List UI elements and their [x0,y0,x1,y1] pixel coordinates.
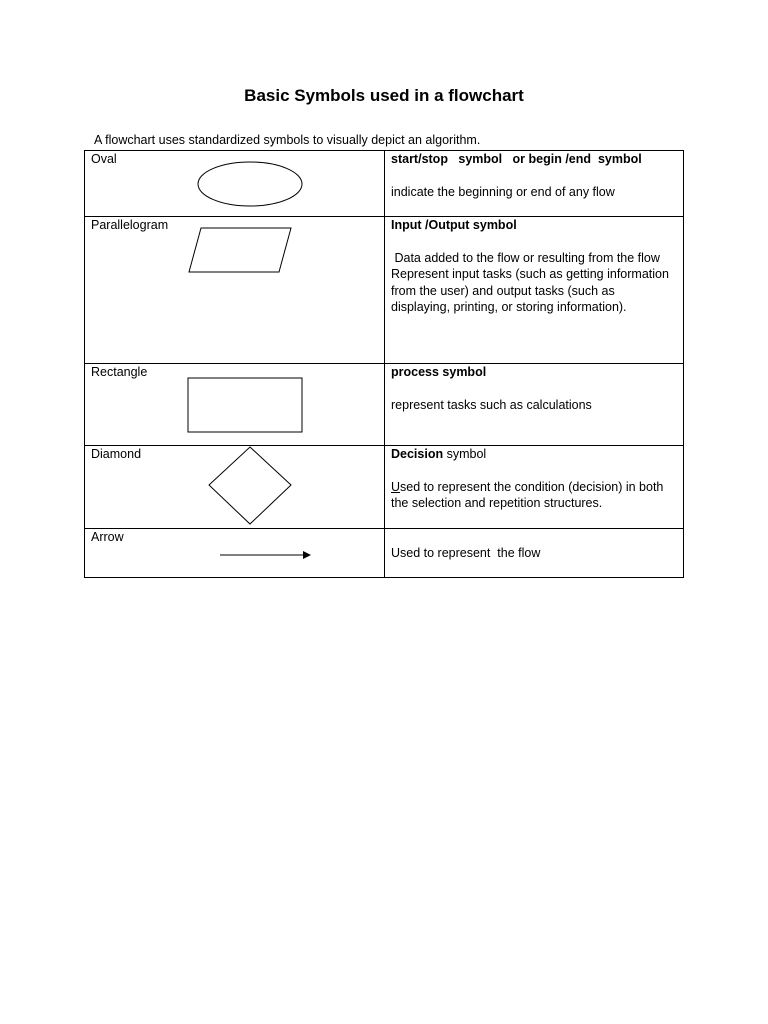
description-cell [385,151,684,217]
symbol-cell [85,151,385,217]
diamond-icon [207,446,293,526]
symbol-heading: process symbol [391,365,487,379]
symbol-cell [85,364,385,446]
page-title: Basic Symbols used in a flowchart [244,86,524,105]
table-row [85,446,684,529]
intro-text: A flowchart uses standardized symbols to visually depict an algorithm. [94,133,481,147]
symbol-heading: start/stop symbol or begin /end symbol [391,152,642,166]
symbols-table [84,150,684,578]
parallelogram-icon [187,227,293,273]
symbol-description: Used to represent the flow [391,545,541,560]
symbol-description: Represent input tasks (such as getting information from the user) and output tasks (such as displaying, printing, or storing information). [391,267,669,314]
symbol-cell [85,529,385,578]
symbol-cell [85,217,385,364]
symbol-description: indicate the beginning or end of any flow [391,184,615,199]
oval-icon [197,161,303,207]
symbol-heading-bold: Decision [391,447,444,461]
symbol-description: represent tasks such as calculations [391,397,592,412]
description-cell [385,446,684,529]
symbol-name: Oval [91,152,117,166]
table-row [85,217,684,364]
symbol-heading: Input /Output symbol [391,218,517,232]
description-cell [385,529,684,578]
symbol-name: Rectangle [91,365,148,379]
description-rest: sed to represent the condition (decision) in both the selection and repetition structures. [391,479,664,510]
description-cell [385,217,684,364]
symbol-name: Parallelogram [91,218,169,232]
symbol-description: Data added to the flow or resulting from the flow [391,250,660,265]
symbol-cell [85,446,385,529]
rectangle-icon [187,377,304,434]
table-row [85,529,684,578]
table-row [85,151,684,217]
symbol-name: Arrow [91,530,124,544]
symbol-description [391,479,677,512]
symbol-heading [391,446,677,463]
symbol-name: Diamond [91,447,142,461]
arrow-icon [219,549,313,561]
table-row [85,364,684,446]
symbol-heading-rest: symbol [443,447,487,461]
description-cell [385,364,684,446]
description-first-letter: U [391,479,401,494]
